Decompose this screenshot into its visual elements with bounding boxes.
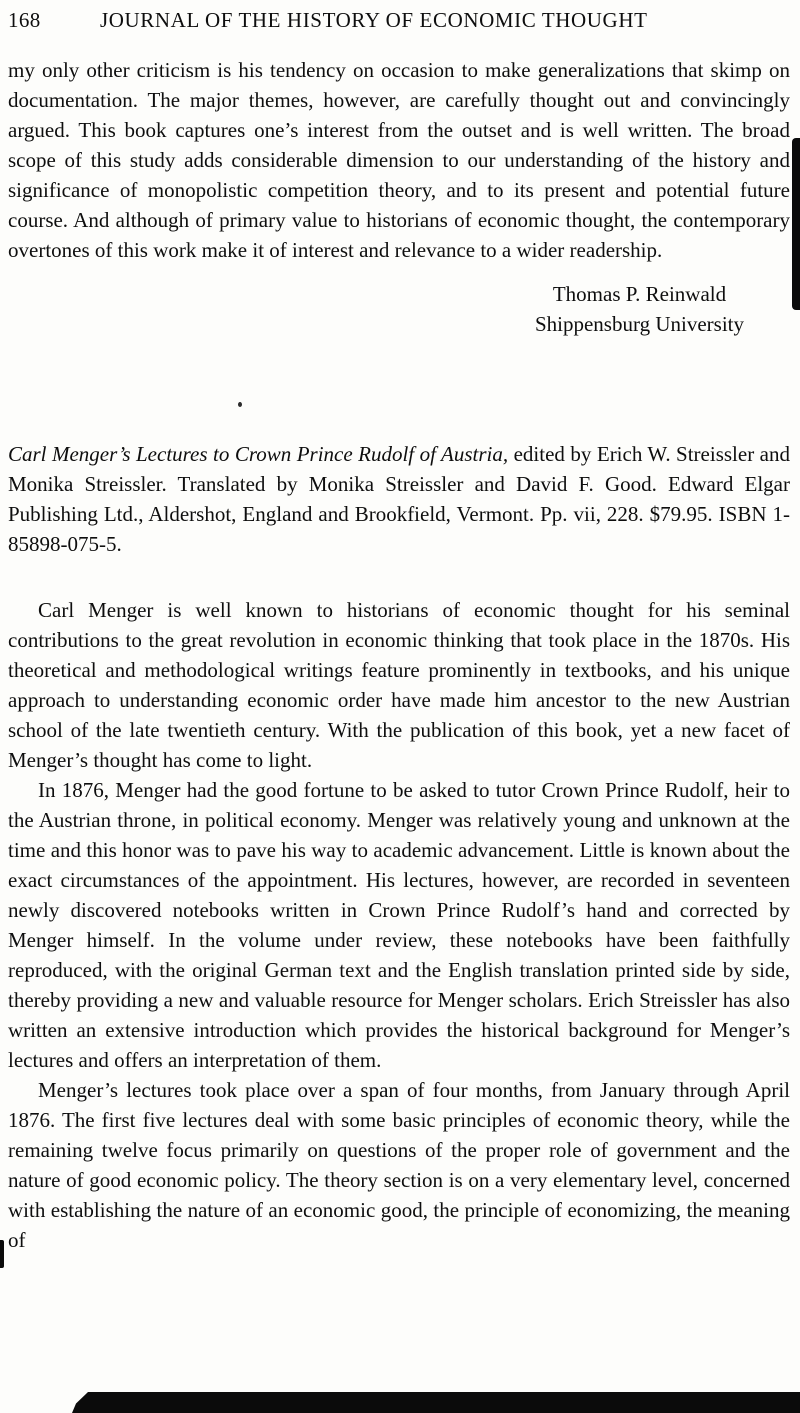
book-title: Carl Menger’s Lectures to Crown Prince Rudolf of Austria, xyxy=(8,442,509,466)
review-closing-paragraph: my only other criticism is his tendency on occasion to make generalizations that skimp on documentation. The major themes, however, are carefully thought out and convincingly argued. This book captures one’s interest from the outset and is well written. The broad scope of this study adds considerable dimension to our understanding of the history and significance of monopolistic competition theory, and to its present and potential future course. And although of primary value to historians of economic thought, the contemporary overtones of this work make it of interest and relevance to a wider readership. xyxy=(8,58,790,262)
review-paragraph: In 1876, Menger had the good fortune to be asked to tutor Crown Prince Rudolf, heir to the Austrian throne, in political economy. Menger was relatively young and unknown at the time and this honor was to pave his way to academic advancement. Little is known about the exact circumstances of the appointment. His lectures, however, are recorded in seventeen newly discovered notebooks written in Crown Prince Rudolf’s hand and corrected by Menger himself. In the volume under review, these notebooks have been faithfully reproduced, with the original German text and the English translation printed side by side, thereby providing a new and valuable resource for Menger scholars. Erich Streissler has also written an extensive introduction which provides the historical background for Menger’s lectures and offers an interpretation of them. xyxy=(8,778,790,1072)
citation-details: edited by Erich W. Streissler and Monika Streissler. Translated by Monika Streissler and David F. Good. Edward Elgar Publishing Ltd., Aldershot, England and Brookfield, Vermont. Pp. vii, 228. $79.95. ISBN 1-85898-075-5. xyxy=(8,442,790,556)
reviewer-signature xyxy=(535,279,744,339)
reviewer-affiliation: Shippensburg University xyxy=(534,312,744,336)
reviewer-name: Thomas P. Reinwald xyxy=(552,282,727,306)
review-paragraph: Carl Menger is well known to historians of economic thought for his seminal contributions to the great revolution in economic thinking that took place in the 1870s. His theoretical and methodological writings feature prominently in textbooks, and his unique approach to understanding economic order have made him ancestor to the new Austrian school of the late twentieth century. With the publication of this book, yet a new facet of Menger’s thought has come to light. xyxy=(8,598,790,772)
scan-artifact-left-edge xyxy=(0,1240,4,1268)
page-header xyxy=(8,8,790,33)
review-body xyxy=(8,595,790,1255)
journal-title: JOURNAL OF THE HISTORY OF ECONOMIC THOUGHT xyxy=(100,8,648,32)
review-paragraph: Menger’s lectures took place over a span of four months, from January through April 1876. The first five lectures deal with some basic principles of economic theory, while the remaining twelve focus primarily on questions of the proper role of government and the nature of good economic policy. The theory section is on a very elementary level, concerned with establishing the nature of an economic good, the principle of economizing, the meaning of xyxy=(8,1078,790,1252)
page-number: 168 xyxy=(8,8,41,32)
scan-speck xyxy=(238,402,242,407)
scan-artifact-bottom-bar xyxy=(0,1392,800,1413)
scan-artifact-right-edge xyxy=(792,138,800,310)
book-citation xyxy=(8,439,790,559)
